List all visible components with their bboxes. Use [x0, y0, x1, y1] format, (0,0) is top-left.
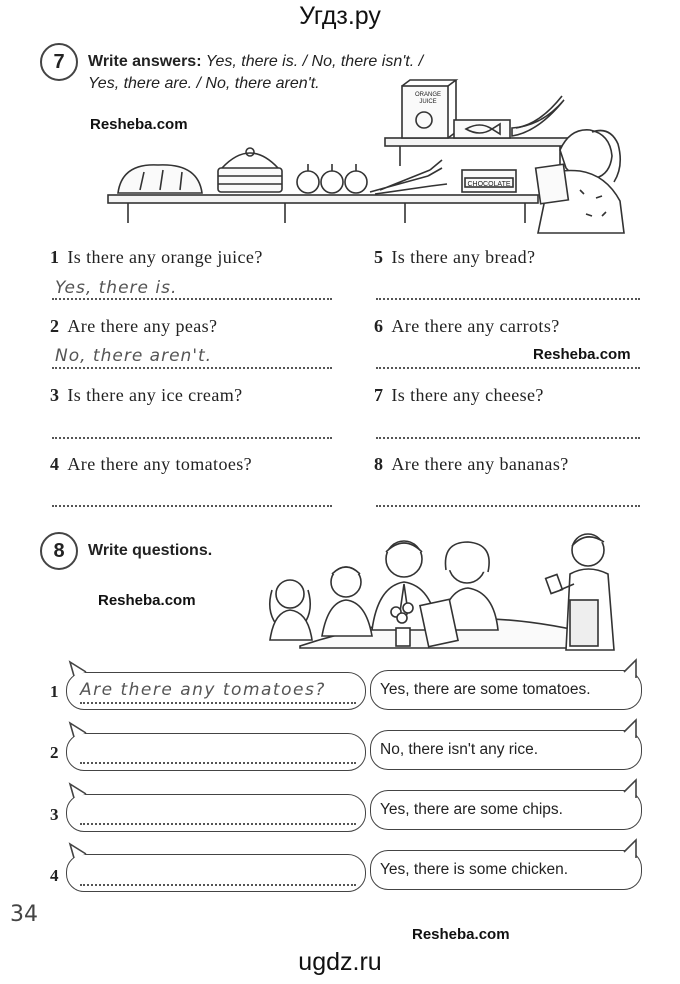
exercise-7-number: 7: [40, 43, 78, 81]
watermark: Resheba.com: [98, 592, 196, 609]
juice-box-label: ORANGE JUICE: [414, 92, 442, 105]
instruction-bold: Write answers:: [88, 53, 202, 70]
row-1-number: 1: [50, 682, 59, 701]
answer-bubble-3-text: Yes, there are some chips.: [380, 801, 563, 818]
site-header: Угдз.ру: [299, 2, 381, 30]
question-8: 8 Are there any bananas?: [374, 454, 569, 474]
exercise-8-instruction: Write questions.: [88, 542, 213, 559]
row-2-number: 2: [50, 743, 59, 762]
question-5: 5 Is there any bread?: [374, 247, 536, 267]
answer-bubble-2-text: No, there isn't any rice.: [380, 741, 539, 758]
chocolate-label: CHOCOLATE: [467, 181, 511, 188]
exercise-8-number: 8: [40, 532, 78, 570]
instruction-line2: Yes, there are. / No, there aren't.: [88, 75, 320, 92]
site-footer: ugdz.ru: [298, 948, 382, 976]
question-2: 2 Are there any peas?: [50, 316, 218, 336]
row-4-number: 4: [50, 866, 59, 885]
answer-1: Yes, there is.: [55, 278, 178, 298]
watermark: Resheba.com: [90, 116, 188, 133]
answer-bubble-4-text: Yes, there is some chicken.: [380, 861, 569, 878]
row-3-number: 3: [50, 805, 59, 824]
watermark: Resheba.com: [533, 346, 631, 363]
question-1-answer: Are there any tomatoes?: [80, 680, 326, 700]
question-4: 4 Are there any tomatoes?: [50, 454, 253, 474]
question-3: 3 Is there any ice cream?: [50, 385, 243, 405]
page-number: 34: [10, 902, 38, 927]
question-7: 7 Is there any cheese?: [374, 385, 544, 405]
answer-bubble-1-text: Yes, there are some tomatoes.: [380, 681, 591, 698]
question-1: 1 Is there any orange juice?: [50, 247, 263, 267]
watermark: Resheba.com: [412, 926, 510, 943]
instruction-line1: Yes, there is. / No, there isn't. /: [201, 53, 424, 70]
question-6: 6 Are there any carrots?: [374, 316, 560, 336]
answer-2: No, there aren't.: [55, 346, 213, 366]
